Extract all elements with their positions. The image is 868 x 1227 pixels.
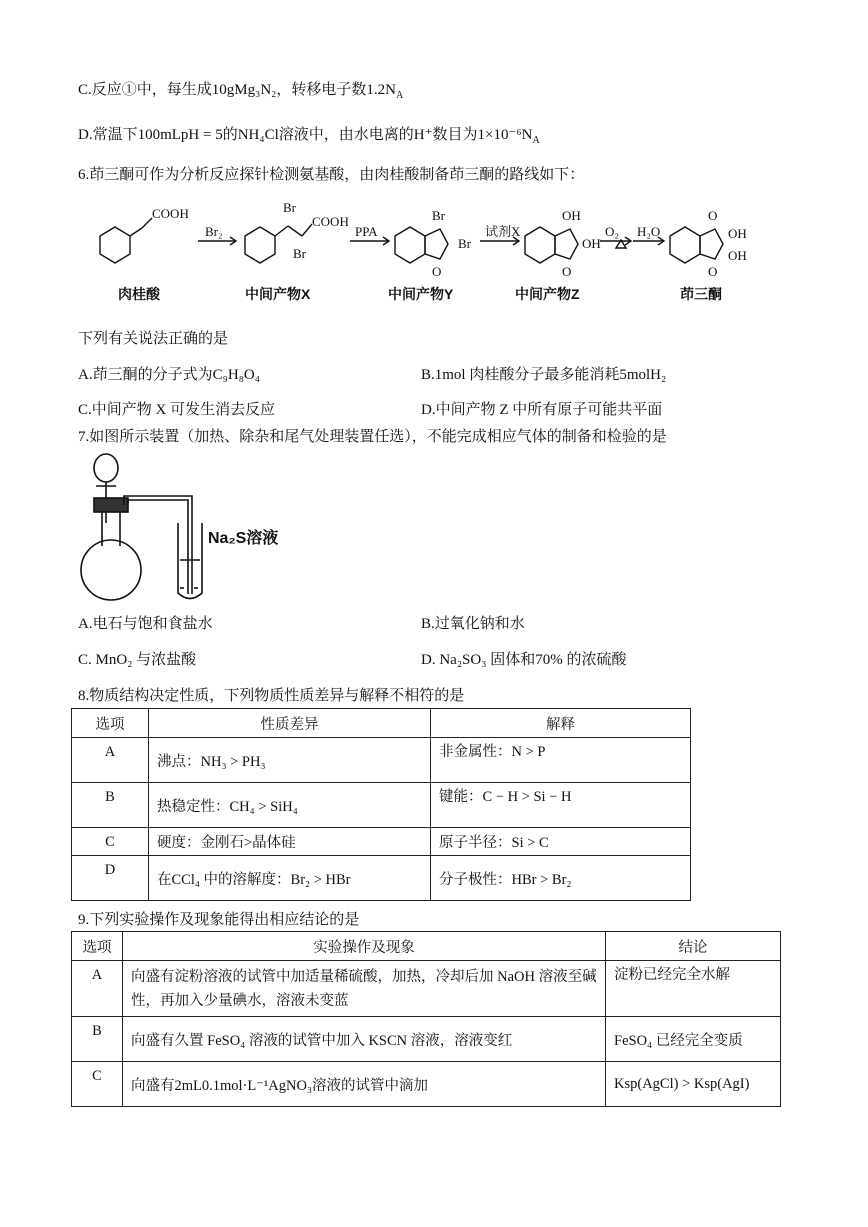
label-intermediate-y: 中间产物Y xyxy=(388,286,454,302)
label-intermediate-z: 中间产物Z xyxy=(515,286,580,302)
scheme-text-6: O xyxy=(432,264,442,279)
na2s-label: Na₂S溶液 xyxy=(208,530,279,547)
reagent-ppa: PPA xyxy=(355,224,378,239)
scheme-text-9: O xyxy=(562,264,572,279)
table-q8 xyxy=(71,708,691,901)
label-ninhydrin: 茚三酮 xyxy=(680,286,722,302)
table9-header: 结论 xyxy=(606,932,781,961)
table8-header: 性质差异 xyxy=(149,709,431,738)
q9-stem: 9.下列实验操作及现象能得出相应结论的是 xyxy=(78,912,360,928)
reagent-br2: Br₂ xyxy=(205,224,223,239)
table-row: D 在CCl₄ 中的溶解度：Br₂ > HBr 分子极性：HBr > Br₂ xyxy=(72,856,691,901)
table8-header: 选项 xyxy=(72,709,149,738)
q5-option-c: C.反应①中，每生成10gMg₃N₂，转移电子数$1.2N_A$ xyxy=(78,82,404,101)
scheme-text-13: O xyxy=(708,264,718,279)
table-q9 xyxy=(71,931,781,1107)
scheme-text-11: OH xyxy=(728,226,747,241)
table-row: B 热稳定性：CH₄ > SiH₄ 键能：C − H > Si − H xyxy=(72,783,691,828)
q8-stem: 8.物质结构决定性质，下列物质性质差异与解释不相符的是 xyxy=(78,688,465,704)
scheme-text-8: OH xyxy=(582,236,601,251)
table-row: B 向盛有久置 FeSO₄ 溶液的试管中加入 KSCN 溶液，溶液变红 FeSO₄ 已经完全变质 xyxy=(72,1017,781,1062)
scheme-text-4: Br xyxy=(432,208,445,223)
scheme-text-10: O xyxy=(708,208,718,223)
q6-option-a: A.茚三酮的分子式为C₉H₈O₄ xyxy=(78,367,260,383)
table9-header: 实验操作及现象 xyxy=(123,932,606,961)
label-cinnamic-acid: 肉桂酸 xyxy=(118,286,160,302)
apparatus-diagram xyxy=(80,448,290,606)
q7-stem: 7.如图所示装置（加热、除杂和尾气处理装置任选），不能完成相应气体的制备和检验的是 xyxy=(78,429,667,445)
table-row: C 硬度：金刚石>晶体硅 原子半径：Si > C xyxy=(72,828,691,856)
reagent-x: 试剂X xyxy=(485,224,521,239)
reagent-h2o: H₂O xyxy=(637,224,661,239)
table-row: A 沸点：NH₃ > PH₃ 非金属性：N > P xyxy=(72,738,691,783)
scheme-text-2: Br xyxy=(293,246,306,261)
scheme-text-12: OH xyxy=(728,248,747,263)
reaction-scheme xyxy=(80,196,780,311)
scheme-text-7: OH xyxy=(562,208,581,223)
q7-option-d: D. Na₂SO₃ 固体和70% 的浓硫酸 xyxy=(421,652,627,668)
scheme-text-0: COOH xyxy=(152,206,189,221)
reagent-o2: O₂ xyxy=(605,224,619,239)
q7-option-a: A.电石与饱和食盐水 xyxy=(78,616,213,632)
q6-option-c: C.中间产物 X 可发生消去反应 xyxy=(78,402,276,418)
scheme-text-1: Br xyxy=(283,200,296,215)
table8-header: 解释 xyxy=(431,709,691,738)
scheme-text-3: COOH xyxy=(312,214,349,229)
q6-option-b: B.1mol 肉桂酸分子最多能消耗5molH₂ xyxy=(421,367,667,383)
scheme-text-5: Br xyxy=(458,236,471,251)
q5-option-d: D.常温下100mLpH = 5的NH₄Cl溶液中，由水电离的H⁺数目为$1\times 10^{-6}N_A$ xyxy=(78,127,540,146)
table-row: A 向盛有淀粉溶液的试管中加适量稀硫酸，加热，冷却后加 NaOH 溶液至碱性，再加入少量碘水，溶液未变蓝 淀粉已经完全水解 xyxy=(72,961,781,1017)
q7-option-b: B.过氧化钠和水 xyxy=(421,616,525,632)
q6-question: 下列有关说法正确的是 xyxy=(78,331,229,347)
q6-option-d: D.中间产物 Z 中所有原子可能共平面 xyxy=(421,402,663,418)
table-row: C 向盛有2mL0.1mol·L⁻¹AgNO₃溶液的试管中滴加 Ksp(AgCl) > Ksp(AgI) xyxy=(72,1062,781,1107)
label-intermediate-x: 中间产物X xyxy=(245,286,311,302)
q7-option-c: C. MnO₂ 与浓盐酸 xyxy=(78,652,197,668)
q6-stem: 6.茚三酮可作为分析反应探针检测氨基酸，由肉桂酸制备茚三酮的路线如下： xyxy=(78,167,585,183)
table9-header: 选项 xyxy=(72,932,123,961)
